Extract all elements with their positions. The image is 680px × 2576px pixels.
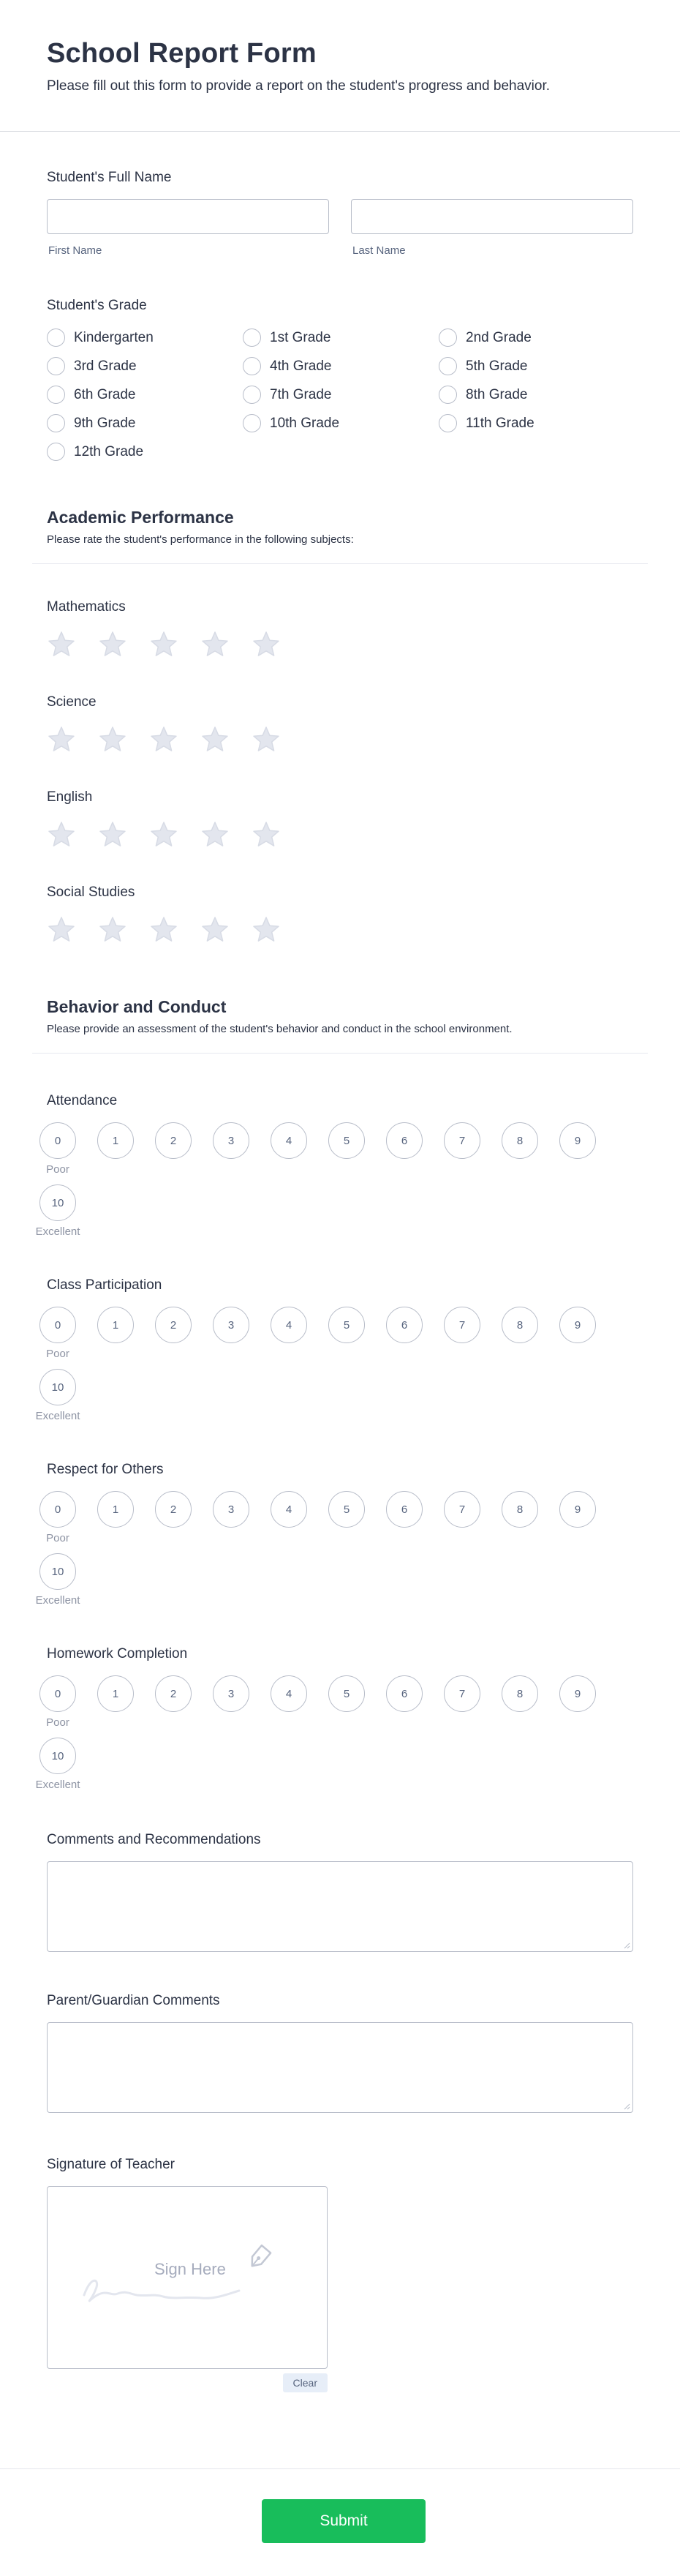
radio-button[interactable] [439, 386, 457, 404]
grade-option[interactable] [47, 386, 243, 404]
signature-label: Signature of Teacher [47, 2157, 175, 2172]
behavior-scale-field [35, 1462, 633, 1607]
form-header [0, 0, 680, 132]
radio-button[interactable] [439, 414, 457, 432]
comments-field [47, 1832, 633, 1952]
scale-option-button[interactable]: 5 [328, 1491, 365, 1528]
page-title: School Report Form [47, 38, 317, 69]
last-name-input[interactable] [351, 199, 633, 234]
grade-options [47, 328, 633, 461]
subject-rating-field [47, 694, 633, 754]
scale-low-caption: Poor [46, 1716, 69, 1729]
scale-high-caption: Excellent [35, 1225, 80, 1238]
behavior-scales [35, 1093, 633, 1791]
scale-option-button[interactable]: 9 [559, 1122, 596, 1159]
star-icon[interactable] [252, 725, 281, 754]
star-icon[interactable] [98, 725, 127, 754]
radio-button[interactable] [47, 443, 65, 461]
subject-rating-label: Science [47, 694, 97, 710]
scale-option-button[interactable]: 6 [386, 1675, 423, 1712]
behavior-scale-label: Class Participation [47, 1277, 162, 1293]
radio-button[interactable] [243, 357, 261, 375]
scale-option-button[interactable]: 5 [328, 1675, 365, 1712]
scale-option-button[interactable]: 6 [386, 1491, 423, 1528]
academic-section-header [32, 508, 648, 564]
subject-rating-field [47, 789, 633, 849]
scale-option-button[interactable]: 7 [444, 1491, 480, 1528]
behavior-scale-label: Homework Completion [47, 1646, 188, 1661]
behavior-section-description: Please provide an assessment of the student's behavior and conduct in the school environment. [47, 1023, 513, 1035]
last-name-sublabel: Last Name [352, 244, 406, 257]
scale-option-button[interactable]: 0 [39, 1491, 76, 1528]
grade-option[interactable] [439, 414, 635, 432]
subject-rating-field [47, 599, 633, 659]
scale-option-button[interactable]: 4 [271, 1307, 307, 1343]
parent-comments-textarea[interactable] [47, 2022, 633, 2113]
grade-option[interactable] [47, 443, 243, 461]
academic-section-title: Academic Performance [47, 508, 234, 527]
scale-low-caption: Poor [46, 1532, 69, 1544]
behavior-section-title: Behavior and Conduct [47, 997, 227, 1016]
radio-button[interactable] [47, 414, 65, 432]
grade-option[interactable] [243, 386, 439, 404]
scale-option-button[interactable]: 3 [213, 1675, 249, 1712]
radio-button[interactable] [243, 328, 261, 347]
grade-option-label: 2nd Grade [466, 329, 532, 345]
star-icon[interactable] [200, 630, 230, 659]
scale-option-button[interactable]: 4 [271, 1491, 307, 1528]
radio-button[interactable] [439, 328, 457, 347]
scale-option-button[interactable]: 6 [386, 1307, 423, 1343]
subject-ratings [47, 599, 633, 945]
subject-rating-field [47, 885, 633, 945]
grade-option-label: 7th Grade [270, 386, 332, 402]
first-name-input[interactable] [47, 199, 329, 234]
scale-option-button[interactable]: 7 [444, 1307, 480, 1343]
radio-button[interactable] [47, 357, 65, 375]
scale-option-button[interactable]: 0 [39, 1675, 76, 1712]
star-icon[interactable] [98, 630, 127, 659]
behavior-scale-field [35, 1093, 633, 1238]
star-icon[interactable] [47, 915, 76, 945]
grade-option-label: 3rd Grade [74, 358, 137, 374]
behavior-scale-field [35, 1277, 633, 1422]
first-name-sublabel: First Name [48, 244, 102, 257]
grade-option[interactable] [439, 357, 635, 375]
scale-option-button[interactable]: 4 [271, 1122, 307, 1159]
subject-rating-label: English [47, 789, 93, 805]
signature-field [47, 2157, 633, 2392]
grade-option-label: 9th Grade [74, 415, 136, 431]
scale-option-button[interactable]: 2 [155, 1307, 192, 1343]
grade-option-label: 6th Grade [74, 386, 136, 402]
scale-option-button[interactable]: 3 [213, 1491, 249, 1528]
scale-option-button[interactable]: 10 [39, 1184, 76, 1221]
scale-option-button[interactable]: 2 [155, 1122, 192, 1159]
behavior-scale-field [35, 1646, 633, 1791]
scale-option-button[interactable]: 1 [97, 1491, 134, 1528]
subject-rating-label: Social Studies [47, 885, 135, 900]
scale-low-caption: Poor [46, 1348, 69, 1360]
scale-option-button[interactable]: 5 [328, 1307, 365, 1343]
scale-option-button[interactable]: 0 [39, 1122, 76, 1159]
scale-option-button[interactable]: 10 [39, 1738, 76, 1774]
radio-button[interactable] [47, 386, 65, 404]
grade-field [47, 298, 633, 461]
scale-option-button[interactable]: 1 [97, 1122, 134, 1159]
comments-textarea[interactable] [47, 1861, 633, 1952]
scale-option-button[interactable]: 3 [213, 1122, 249, 1159]
scale-option-button[interactable]: 3 [213, 1307, 249, 1343]
scale-option-button[interactable]: 9 [559, 1491, 596, 1528]
scale-option-button[interactable]: 0 [39, 1307, 76, 1343]
scale-high-caption: Excellent [35, 1410, 80, 1422]
scale-option-button[interactable]: 7 [444, 1675, 480, 1712]
scale-option-button[interactable]: 10 [39, 1553, 76, 1590]
parent-comments-field [47, 1993, 633, 2113]
behavior-scale-label: Attendance [47, 1093, 118, 1108]
submit-button[interactable]: Submit [262, 2499, 426, 2543]
subject-rating-label: Mathematics [47, 599, 126, 615]
scale-option-button[interactable]: 6 [386, 1122, 423, 1159]
grade-option[interactable] [439, 386, 635, 404]
star-icon[interactable] [200, 915, 230, 945]
grade-option-label: 10th Grade [270, 415, 340, 431]
grade-option-label: 12th Grade [74, 443, 144, 459]
academic-section-description: Please rate the student's performance in the following subjects: [47, 533, 354, 546]
scale-option-button[interactable]: 1 [97, 1307, 134, 1343]
scale-option-button[interactable]: 8 [502, 1675, 538, 1712]
star-icon[interactable] [47, 725, 76, 754]
radio-button[interactable] [47, 328, 65, 347]
page-subtitle: Please fill out this form to provide a report on the student's progress and behavior. [47, 78, 551, 94]
form-body [0, 170, 680, 2392]
star-icon[interactable] [200, 820, 230, 849]
grade-option[interactable] [243, 357, 439, 375]
grade-option-label: 8th Grade [466, 386, 528, 402]
grade-option-label: 11th Grade [466, 415, 534, 431]
star-icon[interactable] [252, 630, 281, 659]
grade-option-label: 4th Grade [270, 358, 332, 374]
signature-placeholder: Sign Here [154, 2260, 226, 2278]
star-icon[interactable] [47, 820, 76, 849]
parent-comments-label: Parent/Guardian Comments [47, 1993, 220, 2008]
grade-option[interactable] [47, 414, 243, 432]
radio-button[interactable] [243, 386, 261, 404]
grade-option-label: 5th Grade [466, 358, 528, 374]
grade-option-label: Kindergarten [74, 329, 154, 345]
scale-option-button[interactable]: 4 [271, 1675, 307, 1712]
scale-option-button[interactable]: 10 [39, 1369, 76, 1405]
scale-option-button[interactable]: 8 [502, 1122, 538, 1159]
radio-button[interactable] [439, 357, 457, 375]
grade-option[interactable] [47, 357, 243, 375]
scale-option-button[interactable]: 1 [97, 1675, 134, 1712]
scale-high-caption: Excellent [35, 1779, 80, 1791]
star-icon[interactable] [98, 915, 127, 945]
star-icon[interactable] [47, 630, 76, 659]
grade-option[interactable] [243, 414, 439, 432]
scale-option-button[interactable]: 8 [502, 1307, 538, 1343]
star-icon[interactable] [200, 725, 230, 754]
star-icon[interactable] [98, 820, 127, 849]
radio-button[interactable] [243, 414, 261, 432]
scale-option-button[interactable]: 5 [328, 1122, 365, 1159]
scale-high-caption: Excellent [35, 1594, 80, 1607]
behavior-section-header [32, 997, 648, 1054]
star-icon[interactable] [149, 630, 178, 659]
behavior-scale-label: Respect for Others [47, 1462, 164, 1477]
full-name-label: Student's Full Name [47, 170, 172, 185]
resize-grip-icon[interactable] [623, 1942, 630, 1949]
scale-option-button[interactable]: 2 [155, 1675, 192, 1712]
scale-option-button[interactable]: 9 [559, 1307, 596, 1343]
scale-option-button[interactable]: 7 [444, 1122, 480, 1159]
star-icon[interactable] [149, 725, 178, 754]
comments-label: Comments and Recommendations [47, 1832, 261, 1847]
grade-option[interactable] [439, 328, 635, 347]
signature-pad[interactable] [47, 2186, 328, 2369]
scale-low-caption: Poor [46, 1163, 69, 1176]
grade-option[interactable] [243, 328, 439, 347]
scale-option-button[interactable]: 9 [559, 1675, 596, 1712]
star-icon[interactable] [252, 915, 281, 945]
scale-option-button[interactable]: 2 [155, 1491, 192, 1528]
grade-option-label: 1st Grade [270, 329, 331, 345]
scale-option-button[interactable]: 8 [502, 1491, 538, 1528]
form-footer [0, 2468, 680, 2576]
full-name-field [47, 170, 633, 257]
grade-label: Student's Grade [47, 298, 147, 313]
star-icon[interactable] [149, 820, 178, 849]
clear-signature-button[interactable]: Clear [283, 2373, 328, 2392]
star-icon[interactable] [252, 820, 281, 849]
star-icon[interactable] [149, 915, 178, 945]
grade-option[interactable] [47, 328, 243, 347]
resize-grip-icon[interactable] [623, 2103, 630, 2110]
